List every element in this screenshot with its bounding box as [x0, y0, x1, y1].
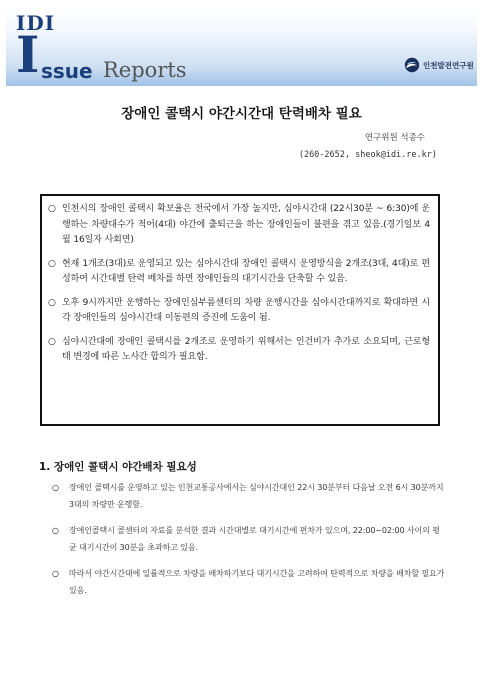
summary-item-text: 심야시간대에 장애인 콜택시를 2개조로 운영하기 위해서는 인건비가 추가로 소요되며, 근로형태 변경에 따른 노사간 합의가 필요함. [62, 336, 430, 362]
series-big-letter: I [16, 25, 40, 84]
report-title: 장애인 콜택시 야간시간대 탄력배차 필요 [121, 106, 362, 122]
summary-box [40, 194, 440, 426]
list-item-text: 장애인 콜택시를 운영하고 있는 인천교통공사에서는 심야시간대인 22시 30분부터 다음날 오전 6시 30분까지 3대의 차량만 운행함. [69, 483, 444, 509]
bullet-circle-icon: ○ [52, 483, 59, 492]
header-banner [6, 6, 477, 86]
summary-item-text: 현재 1개조(3대)로 운영되고 있는 심야시간대 장애인 콜택시 운영방식을 2개조(3대, 4대)로 편성하여 시간대별 탄력 배차를 하면 장애인들의 대기시간을 단축할 수 있음. [62, 258, 430, 284]
summary-item [48, 257, 430, 288]
institute-name: 인천발전연구원 [423, 60, 474, 70]
list-item-text: 따라서 야간시간대에 일률적으로 차량을 배차하기보다 대기시간을 고려하여 탄력적으로 차량을 배차할 필요가 있음. [69, 569, 445, 595]
bullet-circle-icon: ○ [48, 258, 56, 269]
summary-item [48, 335, 430, 366]
bullet-circle-icon: ○ [48, 297, 56, 308]
contact-line: (260-2652, sheok@idi.re.kr) [298, 150, 437, 160]
institute-logo-icon [404, 57, 420, 73]
summary-item [48, 202, 430, 249]
bullet-circle-icon: ○ [48, 204, 56, 214]
summary-item [48, 296, 430, 327]
summary-item-text: 인천시의 장애인 콜택시 확보율은 전국에서 가장 높지만, 심야시간대 (22시30분 ~ 6:30)에 운행하는 차량대수가 적어(4대) 야간에 출퇴근을 하는 장애인들이 불편을 겪고 있음.(경기일보 4월 16일자 사회면) [62, 204, 430, 245]
list-item-text: 장애인콜택시 콜센터의 자료를 분석한 결과 시간대별로 대기시간에 편차가 있으며, 22:00~02:00 사이의 평균 대기시간이 30분을 초과하고 있음. [69, 526, 440, 552]
list-item [52, 523, 447, 556]
series-big-rest: ssue [41, 59, 93, 83]
section-list [52, 480, 447, 609]
summary-item-text: 오후 9시까지만 운행하는 장애인심부름센터의 차량 운행시간을 심야시간대까지로 확대하면 시각 장애인들의 심야시간대 이동편의 증진에 도움이 됨. [62, 297, 430, 323]
bullet-circle-icon: ○ [52, 526, 59, 535]
list-item [52, 566, 447, 599]
series-word: Reports [103, 58, 187, 82]
bullet-circle-icon: ○ [48, 336, 56, 347]
bullet-circle-icon: ○ [52, 569, 59, 578]
institute-brand [404, 57, 474, 73]
author-line: 연구위원 석종수 [364, 133, 425, 143]
series-small-label: IDI [16, 11, 56, 35]
list-item [52, 480, 447, 513]
section-heading: 1. 장애인 콜택시 야간배차 필요성 [39, 461, 197, 473]
